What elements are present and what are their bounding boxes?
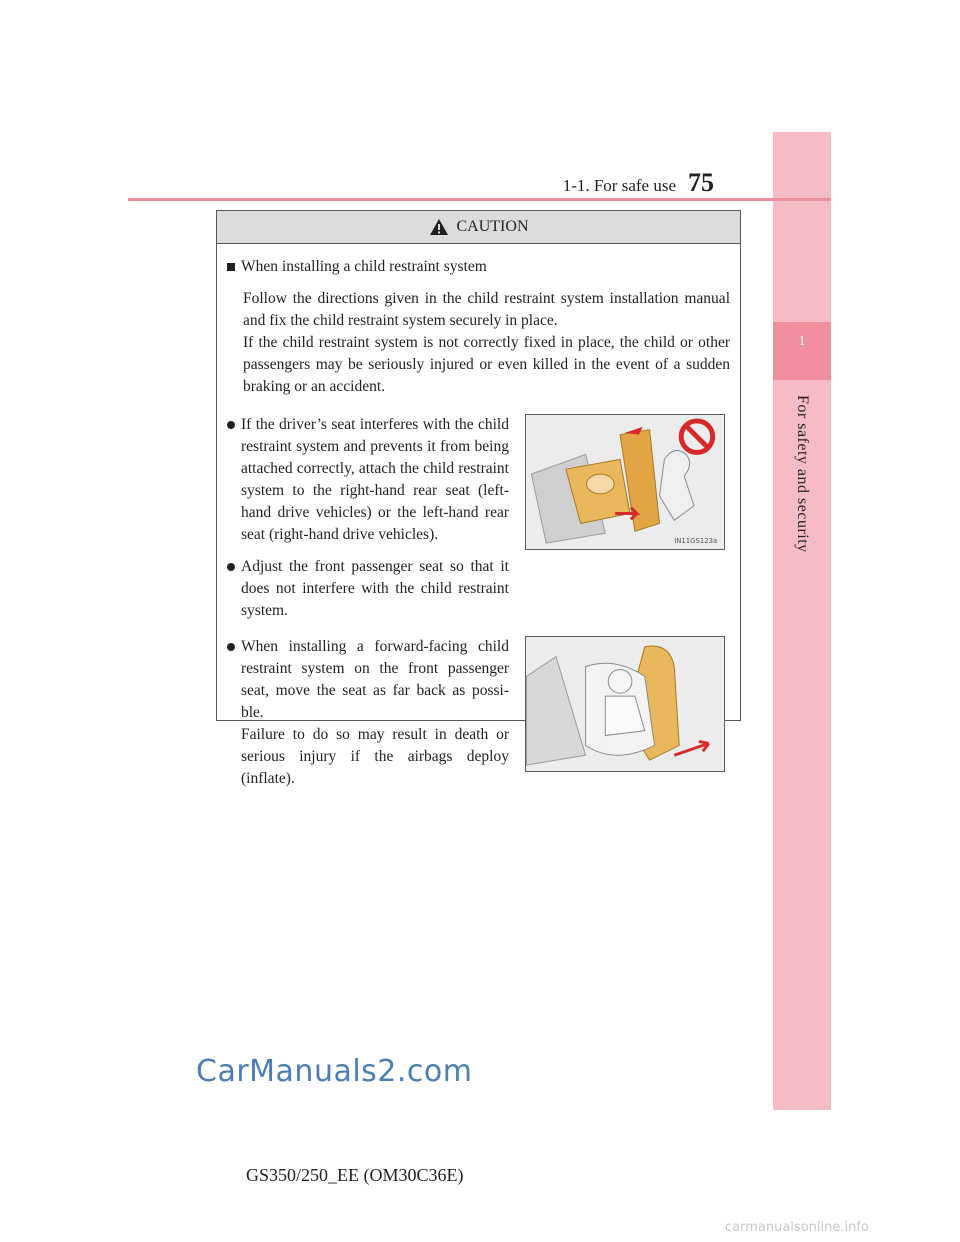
bullet-row-2	[227, 636, 730, 800]
bullet-list-1	[227, 414, 509, 632]
bullet-dot-icon	[227, 421, 235, 429]
bullet-dot-icon	[227, 563, 235, 571]
caution-paragraphs	[243, 288, 730, 398]
caution-paragraph-2: If the child restraint system is not correctly fixed in place, the child or other passengers may be seriously injured or even killed in the event of a sudden braking or an accident.	[243, 334, 730, 395]
square-bullet-icon	[227, 263, 235, 271]
seat-interference-illustration	[526, 415, 724, 549]
caution-header	[217, 211, 740, 244]
bullet-dot-icon	[227, 643, 235, 651]
bullet-row-1	[227, 414, 730, 632]
caution-paragraph-1: Follow the directions given in the child restraint system installation manual and fix the child restraint system securely in place.	[243, 290, 730, 329]
section-title: 1-1. For safe use	[562, 176, 676, 195]
side-tab-active-marker	[773, 322, 831, 380]
list-item	[227, 636, 509, 790]
bullet-text: If the driver’s seat interferes with the child restraint system and prevents it from being attached correctly, attach the child restraint system to the right-hand rear seat (left-hand drive vehicles) or the left-hand rear seat (right-hand drive vehicles).	[241, 416, 509, 543]
warning-triangle-icon	[429, 218, 449, 236]
caution-body	[217, 244, 740, 800]
list-item	[227, 414, 509, 546]
corner-watermark: carmanualsonline.info	[725, 1220, 869, 1235]
caution-subheading-row	[227, 256, 730, 278]
header-rule	[128, 198, 831, 201]
bullet-text	[241, 636, 509, 790]
caution-subheading: When installing a child restraint system	[241, 258, 487, 275]
caution-box	[216, 210, 741, 787]
side-tab-title: For safety and security	[794, 395, 811, 553]
page-number: 75	[688, 168, 714, 197]
figure-1-code: IN11GS123a	[674, 537, 718, 546]
caution-heading: CAUTION	[456, 218, 529, 235]
figure-forward-facing-seat	[525, 636, 725, 772]
side-tab-number: 1	[798, 334, 806, 349]
figure-seat-interference	[525, 414, 725, 550]
list-item	[227, 556, 509, 622]
footer-model-code: GS350/250_EE (OM30C36E)	[246, 1165, 464, 1185]
bullet-text-line-2: Failure to do so may result in death or serious injury if the airbags deploy (inflate).	[241, 726, 509, 787]
bullet-text-line-1: When installing a forward-facing child restraint system on the front passenger seat, move the seat as far back as possi-ble.	[241, 638, 509, 721]
watermark-logo: CarManuals2.com	[196, 1054, 473, 1089]
forward-facing-seat-illustration	[526, 637, 724, 771]
side-tab	[773, 132, 831, 1110]
bullet-list-2	[227, 636, 509, 800]
bullet-text: Adjust the front passenger seat so that it does not interfere with the child restraint system.	[241, 558, 509, 619]
